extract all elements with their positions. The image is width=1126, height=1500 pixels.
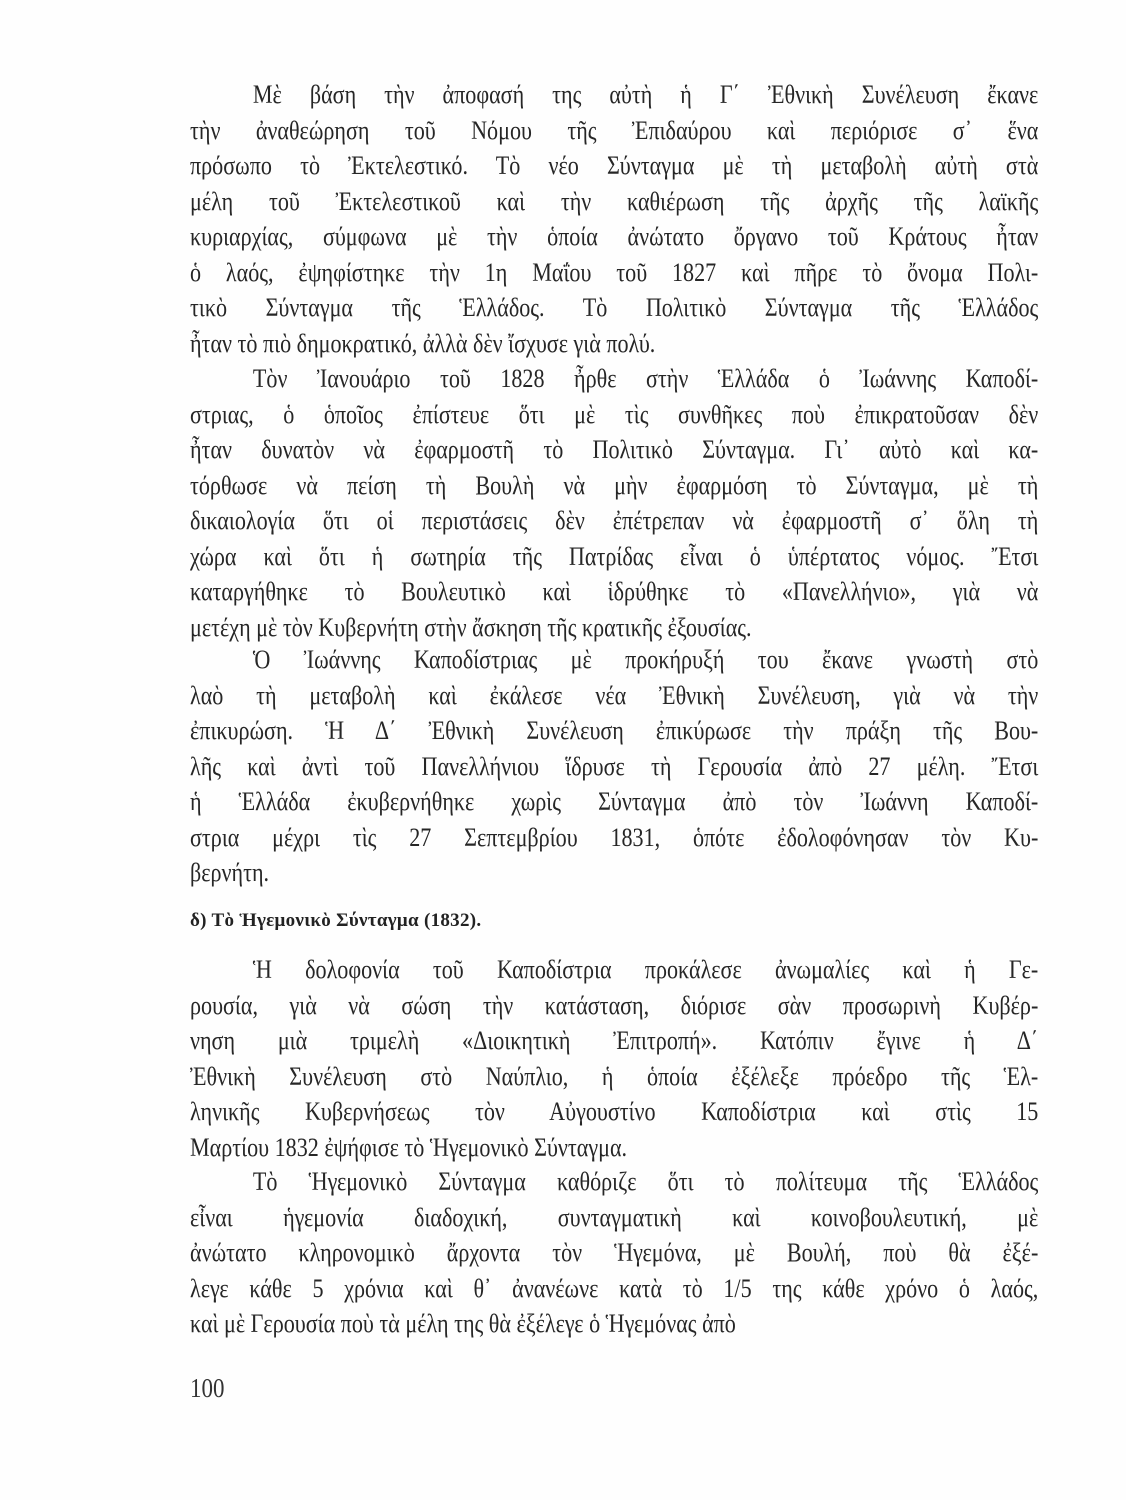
- text-line: [190, 326, 1038, 362]
- text-line: [190, 1094, 1038, 1130]
- text-line: [190, 713, 1038, 749]
- text-line: [190, 1200, 1038, 1236]
- text-line: [190, 1164, 1038, 1200]
- text-line-content: καταργήθηκε τὸ Βουλευτικὸ καὶ ἱδρύθηκε τὸ «Πανελλήνιο», γιὰ νὰ: [190, 577, 1039, 606]
- paragraph-3: [190, 642, 1038, 891]
- text-line: [190, 290, 1038, 326]
- text-line-content: λαὸ τὴ μεταβολὴ καὶ ἐκάλεσε νέα Ἐθνικὴ Συνέλευση, γιὰ νὰ τὴν: [190, 680, 1039, 710]
- text-line: [190, 1271, 1038, 1307]
- text-line: [190, 432, 1038, 468]
- text-line: [190, 574, 1038, 610]
- text-line: [190, 361, 1038, 397]
- text-line: [190, 988, 1038, 1024]
- text-line-content: ἦταν τὸ πιὸ δημοκρατικό, ἀλλὰ δὲν ἴσχυσε γιὰ πολύ.: [190, 328, 656, 358]
- text-line-content: ἐπικυρώση. Ἡ Δ΄ Ἐθνικὴ Συνέλευση ἐπικύρωσε τὴν πράξη τῆς Βου-: [190, 716, 1039, 745]
- text-line: [190, 952, 1038, 988]
- text-line: [190, 820, 1038, 856]
- text-line: [190, 1306, 1038, 1342]
- text-line: [190, 77, 1038, 113]
- text-line-content: καὶ μὲ Γερουσία ποὺ τὰ μέλη της θὰ ἐξέλεγε ὁ Ἡγεμόνας ἀπὸ: [190, 1309, 736, 1338]
- text-line-content: στρια μέχρι τὶς 27 Σεπτεμβρίου 1831, ὁπότε ἐδολοφόνησαν τὸν Κυ-: [190, 822, 1039, 852]
- text-line-content: Ἐθνικὴ Συνέλευση στὸ Ναύπλιο, ἡ ὁποία ἐξέλεξε πρόεδρο τῆς Ἑλ-: [190, 1061, 1039, 1091]
- text-line: [190, 539, 1038, 575]
- text-line: [190, 255, 1038, 291]
- text-line-content: ἦταν δυνατὸν νὰ ἐφαρμοστῆ τὸ Πολιτικὸ Σύνταγμα. Γι᾽ αὐτὸ καὶ κα-: [190, 435, 1039, 464]
- text-line-content: λῆς καὶ ἀντὶ τοῦ Πανελλήνιου ἵδρυσε τὴ Γερουσία ἀπὸ 27 μέλη. Ἔτσι: [190, 751, 1039, 781]
- text-line-content: τόρθωσε νὰ πείση τὴ Βουλὴ νὰ μὴν ἐφαρμόση τὸ Σύνταγμα, μὲ τὴ: [190, 470, 1039, 500]
- text-line: [190, 397, 1038, 433]
- text-line: [190, 678, 1038, 714]
- text-line-content: Τὸ Ἡγεμονικὸ Σύνταγμα καθόριζε ὅτι τὸ πολίτευμα τῆς Ἑλλάδος: [252, 1167, 1039, 1196]
- text-line-content: ἀνώτατο κληρονομικὸ ἄρχοντα τὸν Ἡγεμόνα, μὲ Βουλή, ποὺ θὰ ἐξέ-: [190, 1238, 1039, 1267]
- text-line: [190, 1130, 1038, 1166]
- text-line: [190, 148, 1038, 184]
- text-line-content: πρόσωπο τὸ Ἐκτελεστικό. Τὸ νέο Σύνταγμα μὲ τὴ μεταβολὴ αὐτὴ στὰ: [190, 151, 1039, 180]
- text-line-content: Ἡ δολοφονία τοῦ Καποδίστρια προκάλεσε ἀνωμαλίες καὶ ἡ Γε-: [252, 955, 1039, 984]
- text-line: [190, 610, 1038, 646]
- text-line-content: στριας, ὁ ὁποῖος ἐπίστευε ὅτι μὲ τὶς συνθῆκες ποὺ ἐπικρατοῦσαν δὲν: [190, 399, 1039, 429]
- text-line-content: ἡ Ἑλλάδα ἐκυβερνήθηκε χωρὶς Σύνταγμα ἀπὸ τὸν Ἰωάννη Καποδί-: [190, 787, 1039, 816]
- text-line: [190, 749, 1038, 785]
- text-line: [190, 503, 1038, 539]
- paragraph-1: [190, 77, 1038, 361]
- text-line-content: λεγε κάθε 5 χρόνια καὶ θ᾽ ἀνανέωνε κατὰ τὸ 1/5 της κάθε χρόνο ὁ λαός,: [190, 1273, 1039, 1303]
- text-line-content: ληνικῆς Κυβερνήσεως τὸν Αὐγουστίνο Καποδίστρια καὶ στὶς 15: [190, 1097, 1039, 1126]
- text-line-content: εἶναι ἡγεμονία διαδοχική, συνταγματικὴ καὶ κοινοβουλευτική, μὲ: [190, 1202, 1039, 1232]
- text-line-content: τικὸ Σύνταγμα τῆς Ἑλλάδος. Τὸ Πολιτικὸ Σύνταγμα τῆς Ἑλλάδος: [190, 293, 1039, 322]
- text-line: [190, 1023, 1038, 1059]
- text-line-content: βερνήτη.: [190, 858, 270, 887]
- text-line-content: κυριαρχίας, σύμφωνα μὲ τὴν ὁποία ἀνώτατο ὄργανο τοῦ Κράτους ἦταν: [190, 222, 1039, 251]
- text-line: [190, 219, 1038, 255]
- text-line-content: μέλη τοῦ Ἐκτελεστικοῦ καὶ τὴν καθιέρωση τῆς ἀρχῆς τῆς λαϊκῆς: [190, 186, 1039, 216]
- text-line: [190, 784, 1038, 820]
- text-line-content: Μὲ βάση τὴν ἀποφασή της αὐτὴ ἡ Γ΄ Ἐθνικὴ Συνέλευση ἔκανε: [252, 80, 1039, 109]
- text-line-content: Μαρτίου 1832 ἐψήφισε τὸ Ἡγεμονικὸ Σύνταγμα.: [190, 1132, 628, 1162]
- text-line: [190, 113, 1038, 149]
- text-line-content: μετέχη μὲ τὸν Κυβερνήτη στὴν ἄσκηση τῆς κρατικῆς ἐξουσίας.: [190, 612, 752, 642]
- text-line-content: Ὁ Ἰωάννης Καποδίστριας μὲ προκήρυξή του ἔκανε γνωστὴ στὸ: [252, 645, 1039, 674]
- text-line: [190, 642, 1038, 678]
- text-line-content: Τὸν Ἰανουάριο τοῦ 1828 ἦρθε στὴν Ἑλλάδα ὁ Ἰωάννης Καποδί-: [252, 364, 1039, 393]
- text-line-content: τὴν ἀναθεώρηση τοῦ Νόμου τῆς Ἐπιδαύρου καὶ περιόρισε σ᾽ ἕνα: [190, 115, 1039, 145]
- text-line: [190, 855, 1038, 891]
- page-number: 100: [190, 1373, 225, 1403]
- text-line: [190, 1059, 1038, 1095]
- section-heading: δ) Τὸ Ἡγεμονικὸ Σύνταγμα (1832).: [190, 910, 482, 931]
- text-line: [190, 468, 1038, 504]
- text-line-content: ρουσία, γιὰ νὰ σώση τὴν κατάσταση, διόρισε σὰν προσωρινὴ Κυβέρ-: [190, 990, 1039, 1020]
- paragraph-2: [190, 361, 1038, 645]
- text-line-content: δικαιολογία ὅτι οἱ περιστάσεις δὲν ἐπέτρεπαν νὰ ἐφαρμοστῆ σ᾽ ὅλη τὴ: [190, 506, 1039, 535]
- text-line: [190, 184, 1038, 220]
- paragraph-5: [190, 1164, 1038, 1342]
- text-line-content: νηση μιὰ τριμελὴ «Διοικητικὴ Ἐπιτροπή». Κατόπιν ἔγινε ἡ Δ΄: [190, 1026, 1039, 1055]
- text-line-content: ὁ λαός, ἐψηφίστηκε τὴν 1η Μαΐου τοῦ 1827 καὶ πῆρε τὸ ὄνομα Πολι-: [190, 257, 1039, 287]
- paragraph-4: [190, 952, 1038, 1165]
- text-line: [190, 1235, 1038, 1271]
- text-line-content: χώρα καὶ ὅτι ἡ σωτηρία τῆς Πατρίδας εἶναι ὁ ὑπέρτατος νόμος. Ἔτσι: [190, 541, 1039, 571]
